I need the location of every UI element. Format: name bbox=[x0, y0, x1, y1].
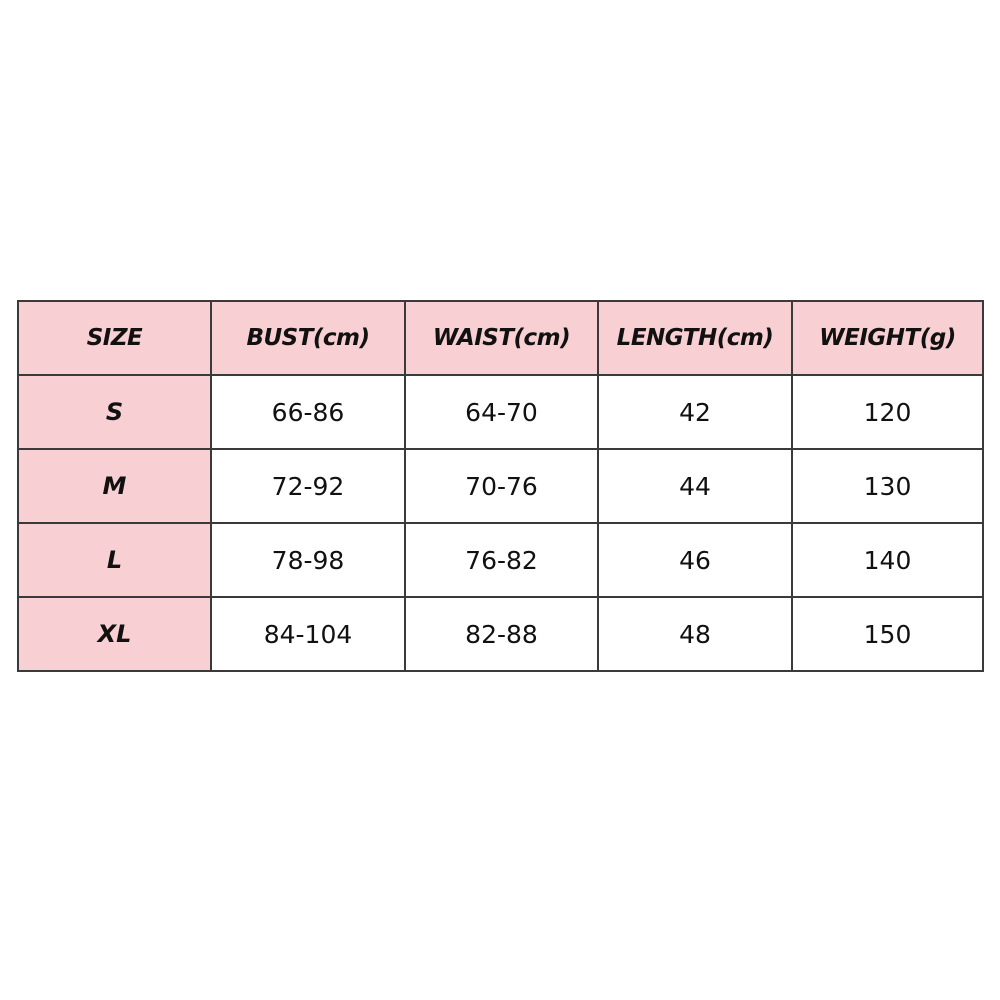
table-row bbox=[18, 375, 983, 449]
header-bust: BUST(cm) bbox=[211, 301, 405, 375]
table-body bbox=[18, 375, 983, 671]
size-cell: L bbox=[18, 523, 211, 597]
header-row bbox=[18, 301, 983, 375]
length-cell: 48 bbox=[598, 597, 792, 671]
table-header bbox=[18, 301, 983, 375]
table-row bbox=[18, 597, 983, 671]
weight-cell: 120 bbox=[792, 375, 983, 449]
waist-cell: 70-76 bbox=[405, 449, 598, 523]
length-cell: 46 bbox=[598, 523, 792, 597]
weight-cell: 140 bbox=[792, 523, 983, 597]
header-length: LENGTH(cm) bbox=[598, 301, 792, 375]
waist-cell: 82-88 bbox=[405, 597, 598, 671]
waist-cell: 64-70 bbox=[405, 375, 598, 449]
header-waist: WAIST(cm) bbox=[405, 301, 598, 375]
size-cell: XL bbox=[18, 597, 211, 671]
length-cell: 44 bbox=[598, 449, 792, 523]
bust-cell: 66-86 bbox=[211, 375, 405, 449]
table-row bbox=[18, 449, 983, 523]
length-cell: 42 bbox=[598, 375, 792, 449]
header-weight: WEIGHT(g) bbox=[792, 301, 983, 375]
size-cell: M bbox=[18, 449, 211, 523]
weight-cell: 130 bbox=[792, 449, 983, 523]
header-size: SIZE bbox=[18, 301, 211, 375]
bust-cell: 84-104 bbox=[211, 597, 405, 671]
table-row bbox=[18, 523, 983, 597]
bust-cell: 78-98 bbox=[211, 523, 405, 597]
weight-cell: 150 bbox=[792, 597, 983, 671]
size-chart-table bbox=[17, 300, 984, 672]
bust-cell: 72-92 bbox=[211, 449, 405, 523]
waist-cell: 76-82 bbox=[405, 523, 598, 597]
size-cell: S bbox=[18, 375, 211, 449]
